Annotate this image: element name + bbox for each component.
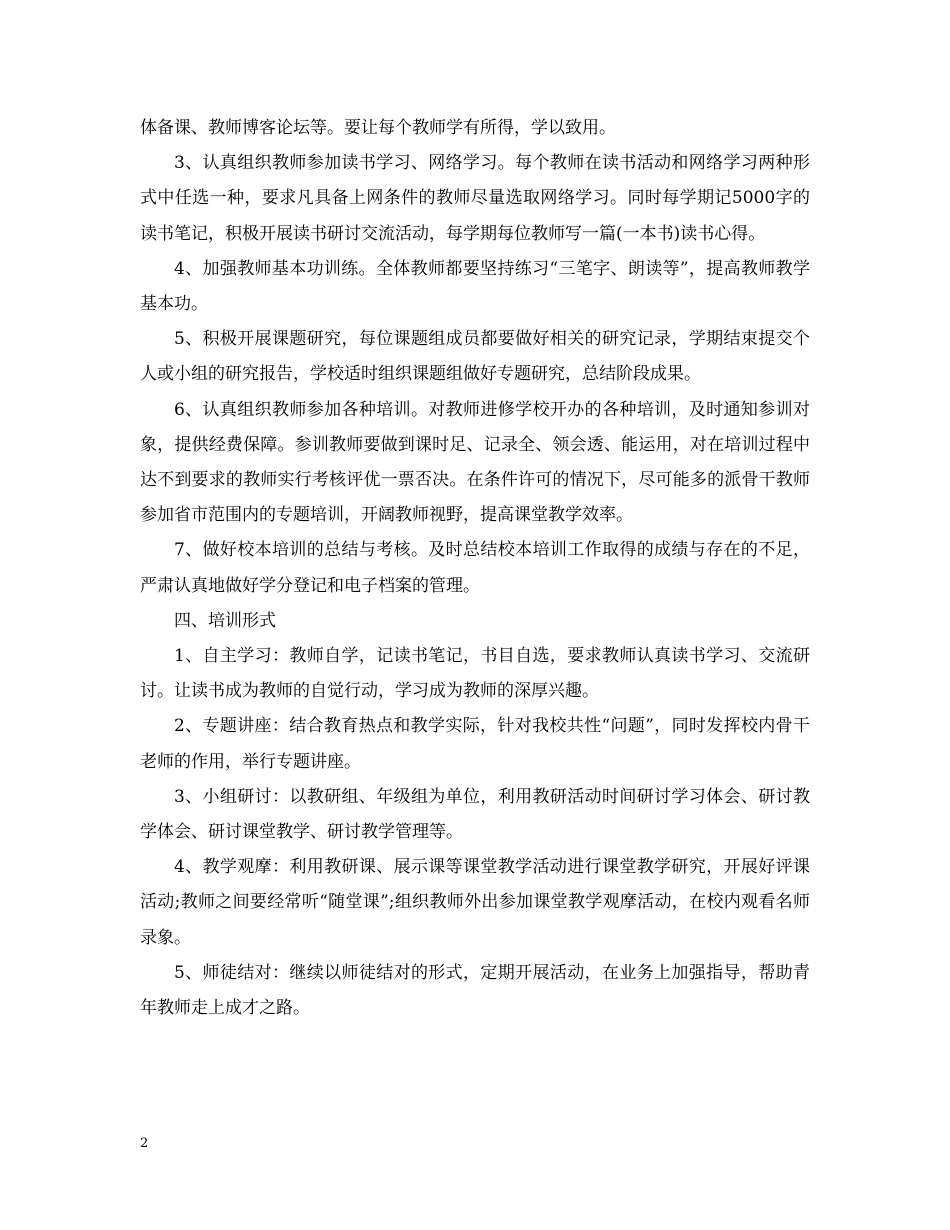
body-text bbox=[140, 111, 810, 1026]
paragraph: 7、做好校本培训的总结与考核。及时总结校本培训工作取得的成绩与存在的不足，严肃认真地做好学分登记和电子档案的管理。 bbox=[140, 540, 810, 596]
paragraph: 4、加强教师基本功训练。全体教师都要坚持练习“三笔字、朗读等”，提高教师教学基本功。 bbox=[140, 258, 810, 315]
paragraph: 体备课、教师博客论坛等。要让每个教师学有所得，学以致用。 bbox=[140, 118, 616, 138]
paragraph: 3、认真组织教师参加读书学习、网络学习。每个教师在读书活动和网络学习两种形式中任选一种，要求凡具备上网条件的教师尽量选取网络学习。同时每学期记5000字的读书笔记，积极开展读书研讨交流活动，每学期每位教师写一篇(一本书)读书心得。 bbox=[140, 153, 810, 244]
paragraph: 2、专题讲座：结合教育热点和教学实际，针对我校共性“问题”，同时发挥校内骨干老师的作用，举行专题讲座。 bbox=[140, 716, 810, 772]
paragraph: 1、自主学习：教师自学，记读书笔记，书目自选，要求教师认真读书学习、交流研讨。让读书成为教师的自觉行动，学习成为教师的深厚兴趣。 bbox=[140, 646, 810, 702]
page-number: 2 bbox=[140, 1136, 149, 1151]
paragraph: 5、师徒结对：继续以师徒结对的形式，定期开展活动，在业务上加强指导，帮助青年教师走上成才之路。 bbox=[140, 962, 810, 1019]
paragraph: 5、积极开展课题研究，每位课题组成员都要做好相关的研究记录，学期结束提交个人或小组的研究报告，学校适时组织课题组做好专题研究，总结阶段成果。 bbox=[140, 329, 810, 385]
paragraph: 3、小组研讨：以教研组、年级组为单位，利用教研活动时间研讨学习体会、研讨教学体会、研讨课堂教学、研讨教学管理等。 bbox=[140, 786, 810, 843]
paragraph: 4、教学观摩：利用教研课、展示课等课堂教学活动进行课堂教学研究，开展好评课活动;教师之间要经常听“随堂课”;组织教师外出参加课堂教学观摩活动，在校内观看名师录象。 bbox=[140, 857, 810, 948]
paragraph: 6、认真组织教师参加各种培训。对教师进修学校开办的各种培训，及时通知参训对象，提供经费保障。参训教师要做到课时足、记录全、领会透、能运用，对在培训过程中达不到要求的教师实行考核评优一票否决。在条件许可的情况下，尽可能多的派骨干教师参加省市范围内的专题培训，开阔教师视野，提高课堂教学效率。 bbox=[140, 399, 810, 526]
section-heading: 四、培训形式 bbox=[174, 610, 276, 631]
